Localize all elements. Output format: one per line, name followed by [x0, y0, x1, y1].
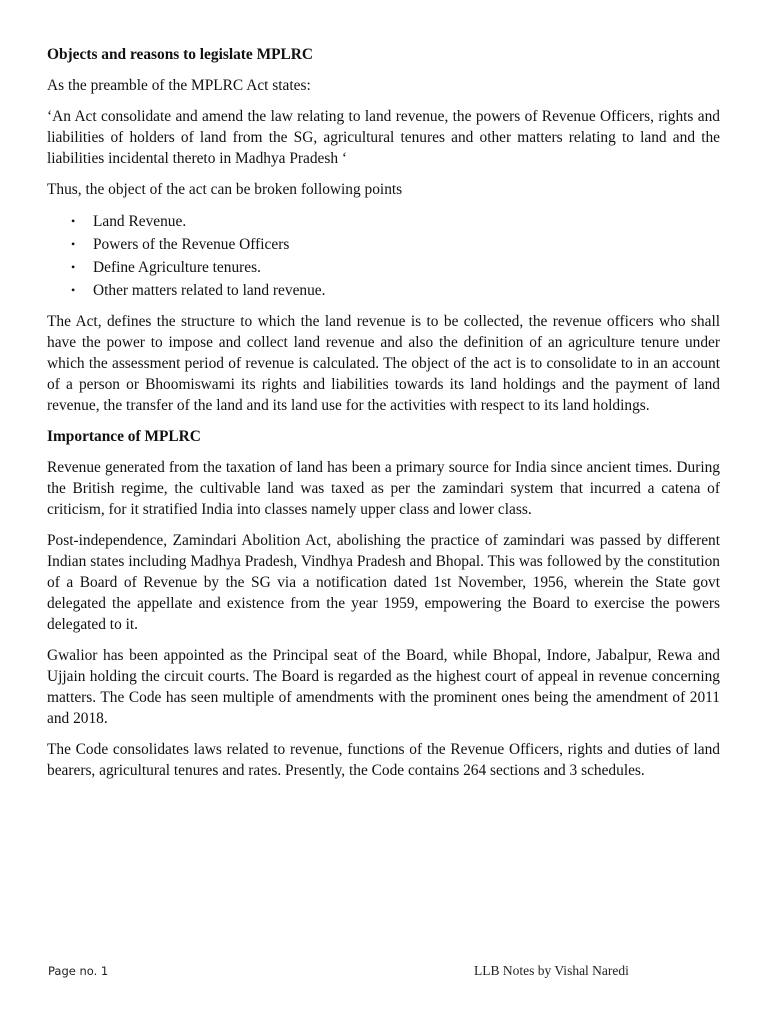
points-lead-text: Thus, the object of the act can be broken following points: [47, 181, 403, 198]
importance-paragraph-revenue: Revenue generated from the taxation of land has been a primary source for India since ancient times. During the British regime, the cultivable land was taxed as per the zamindari system that incurred a catena of criticism, for it stratified India into classes namely upper class and lower class.: [47, 459, 720, 518]
preamble-quote: ‘An Act consolidate and amend the law relating to land revenue, the powers of Revenue Officers, rights and liabilities of holders of land from the SG, agricultural tenures and other matters relating to land and the liabilities incidental thereto in Madhya Pradesh ‘: [47, 108, 720, 167]
list-item-text: Other matters related to land revenue.: [93, 282, 326, 299]
list-item: [47, 233, 720, 256]
list-item: [47, 210, 720, 233]
list-item-text: Powers of the Revenue Officers: [93, 236, 290, 253]
importance-paragraph-code: The Code consolidates laws related to revenue, functions of the Revenue Officers, rights and duties of land bearers, agricultural tenures and rates. Presently, the Code contains 264 sections and 3 schedules.: [47, 741, 720, 779]
list-item: [47, 279, 720, 302]
section-heading-objects: Objects and reasons to legislate MPLRC: [47, 46, 314, 63]
page-number: Page no. 1: [48, 964, 109, 978]
bullet-icon: •: [71, 283, 76, 297]
bullet-icon: •: [71, 260, 76, 274]
list-item: [47, 256, 720, 279]
footer-credit: LLB Notes by Vishal Naredi: [474, 963, 629, 978]
objects-bullet-list: [47, 210, 720, 302]
section-heading-importance: Importance of MPLRC: [47, 428, 201, 445]
bullet-icon: •: [71, 214, 76, 228]
importance-paragraph-post-independence: Post-independence, Zamindari Abolition Act, abolishing the practice of zamindari was passed by different Indian states including Madhya Pradesh, Vindhya Pradesh and Bhopal. This was followed by the constitution of a Board of Revenue by the SG via a notification dated 1st November, 1956, wherein the State govt delegated the appellate and existence from the year 1959, empowering the Board to exercise the powers delegated to it.: [47, 532, 720, 633]
list-item-text: Define Agriculture tenures.: [93, 259, 261, 276]
bullet-icon: •: [71, 237, 76, 251]
importance-paragraph-gwalior: Gwalior has been appointed as the Principal seat of the Board, while Bhopal, Indore, Jabalpur, Rewa and Ujjain holding the circuit courts. The Board is regarded as the highest court of appeal in revenue concerning matters. The Code has seen multiple of amendments with the prominent ones being the amendment of 2011 and 2018.: [47, 647, 720, 727]
act-structure-paragraph: The Act, defines the structure to which the land revenue is to be collected, the revenue officers who shall have the power to impose and collect land revenue and also the definition of an agriculture tenure under which the assessment period of revenue is calculated. The object of the act is to consolidate to in an account of a person or Bhoomiswami its rights and liabilities towards its land holdings and the payment of land revenue, the transfer of the land and its land use for the activities with respect to its land holdings.: [47, 313, 720, 414]
document-page: [47, 44, 720, 791]
list-item-text: Land Revenue.: [93, 213, 187, 230]
intro-text: As the preamble of the MPLRC Act states:: [47, 77, 311, 94]
